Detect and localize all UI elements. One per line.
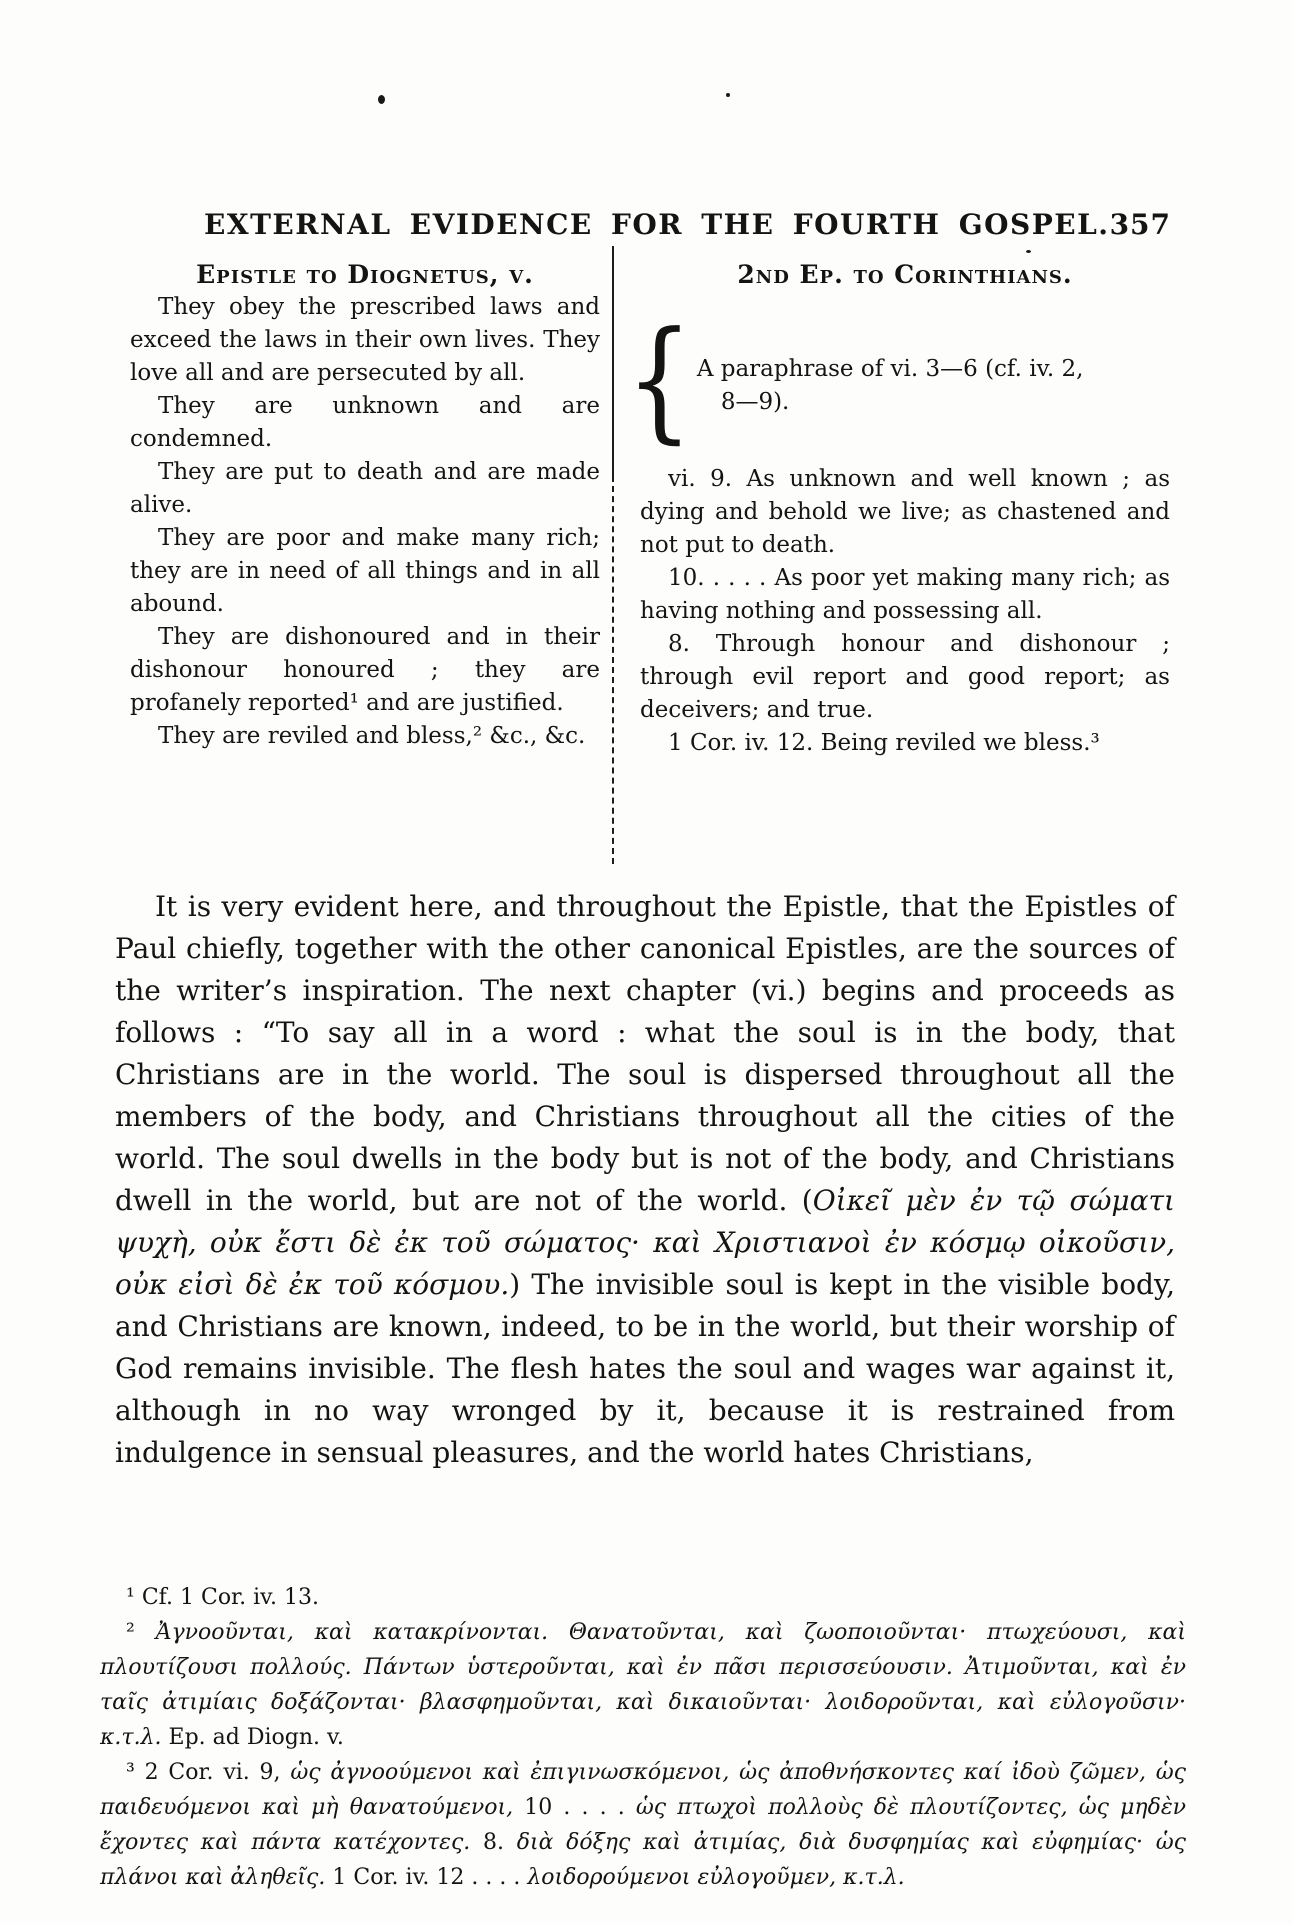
corinthians-paragraph: 8. Through honour and dishonour ; through evil report and good report; as deceivers; and true.	[640, 631, 1170, 723]
main-paragraph-text: ) The invisible soul is kept in the visible body, and Christians are known, indeed, to be in the world, but their worship of God remains invisible. The flesh hates the soul and wages war against it, although in no way wronged by it, because it is restrained from indulgence in sensual pleasures, and the world hates Christians,	[115, 1268, 1175, 1469]
footnote-3-number: 10 . . . .	[524, 1795, 625, 1820]
column-heading-corinthians: 2nd Ep. to Corinthians.	[737, 260, 1073, 289]
corinthians-paragraph: vi. 9. As unknown and well known ; as dying and behold we live; as chastened and not put to death.	[640, 466, 1170, 558]
footnote-3-reference: 1 Cor. iv. 12 . . . .	[332, 1865, 521, 1890]
page-title: EXTERNAL EVIDENCE FOR THE FOURTH GOSPEL.	[204, 208, 1110, 241]
corinthians-paragraph: 10. . . . . As poor yet making many rich; as having nothing and possessing all.	[640, 565, 1170, 624]
column-divider	[612, 246, 614, 476]
footnote-3-reference: 2 Cor. vi. 9,	[144, 1760, 281, 1785]
diognetus-paragraph: They are dishonoured and in their dishonour honoured ; they are profanely reported¹ and are justified.	[130, 624, 600, 716]
diognetus-paragraph: They obey the prescribed laws and exceed the laws in their own lives. They love all and are persecuted by all.	[130, 294, 600, 386]
footnotes	[100, 1580, 1186, 1895]
running-header	[204, 208, 1172, 241]
main-paragraph-text: It is very evident here, and throughout the Epistle, that the Epistles of Paul chiefly, together with the other canonical Epistles, are the sources of the writer’s inspiration. The next chapter (vi.) begins and proceeds as follows : “To say all in a word : what the soul is in the body, that Christians are in the world. The soul is dispersed throughout all the members of the body, and Christians throughout all the cities of the world. The soul dwells in the body but is not of the body, and Christians dwell in the world, but are not of the world. (	[115, 890, 1175, 1217]
corinthians-paragraph: 1 Cor. iv. 12. Being reviled we bless.³	[668, 730, 1100, 756]
main-paragraph	[115, 886, 1175, 1474]
footnote-3-greek: διὰ δόξης καὶ ἀτιμίας, διὰ δυσφημίας καὶ εὐφημίας· ὡς πλάνοι καὶ ἀληθεῖς.	[100, 1830, 1186, 1890]
footnote-3-greek: ὡς πτωχοὶ πολλοὺς δὲ πλουτίζοντες, ὡς μηδὲν ἔχοντες καὶ πάντα κατέχοντες.	[100, 1795, 1186, 1855]
scan-speck	[378, 95, 385, 104]
footnote-2-reference: Ep. ad Diogn. v.	[168, 1725, 344, 1750]
footnote-3-marker: ³	[126, 1760, 135, 1785]
column-heading-diognetus: Epistle to Diognetus, v.	[196, 260, 534, 289]
column-corinthians	[626, 258, 1170, 760]
curly-brace-icon: {	[626, 303, 693, 457]
main-paragraph-greek-quote: Οἰκεῖ μὲν ἐν τῷ σώματι ψυχὴ, οὐκ ἔστι δὲ ἐκ τοῦ σώματος· καὶ Χριστιανοὶ ἐν κόσμῳ οἰκοῦσιν, οὐκ εἰσὶ δὲ ἐκ τοῦ κόσμου.	[115, 1184, 1175, 1301]
column-diognetus	[130, 258, 600, 753]
scan-speck	[726, 93, 730, 97]
footnote-3-greek: ὡς ἀγνοούμενοι καὶ ἐπιγινωσκόμενοι, ὡς ἀποθνήσκοντες καί ἰδοὺ ζῶμεν, ὡς παιδευόμενοι καὶ μὴ θανατούμενοι,	[100, 1760, 1187, 1820]
diognetus-paragraph: They are put to death and are made alive.	[130, 459, 600, 518]
footnote-3	[100, 1755, 1186, 1895]
brace-annotation	[626, 303, 1170, 457]
footnote-2-greek: Ἀγνοοῦνται, καὶ κατακρίνονται. Θανατοῦνται, καὶ ζωοποιοῦνται· πτωχεύουσι, καὶ πλουτίζουσι πολλούς. Πάντων ὑστεροῦνται, καὶ ἐν πᾶσι περισσεύουσιν. Ἀτιμοῦνται, καὶ ἐν ταῖς ἀτιμίαις δοξάζονται· βλασφημοῦνται, καὶ δικαιοῦνται· λοιδοροῦνται, καὶ εὐλογοῦσιν· κ.τ.λ.	[100, 1620, 1186, 1750]
scan-speck	[1026, 250, 1031, 253]
paraphrase-note: A paraphrase of vi. 3—6 (cf. iv. 2, 8—9).	[696, 355, 1084, 415]
diognetus-paragraph: They are poor and make many rich; they are in need of all things and in all abound.	[130, 525, 600, 617]
footnote-1: ¹ Cf. 1 Cor. iv. 13.	[126, 1585, 319, 1610]
diognetus-paragraph: They are reviled and bless,² &c., &c.	[158, 723, 586, 749]
diognetus-paragraph: They are unknown and are condemned.	[130, 393, 600, 452]
footnote-2	[100, 1615, 1186, 1755]
page-number: 357	[1109, 208, 1172, 241]
footnote-3-greek: λοιδορούμενοι εὐλογοῦμεν, κ.τ.λ.	[527, 1865, 905, 1890]
footnote-3-number: 8.	[483, 1830, 505, 1855]
footnote-2-marker: ²	[126, 1620, 135, 1645]
column-divider-dashed	[612, 476, 614, 864]
